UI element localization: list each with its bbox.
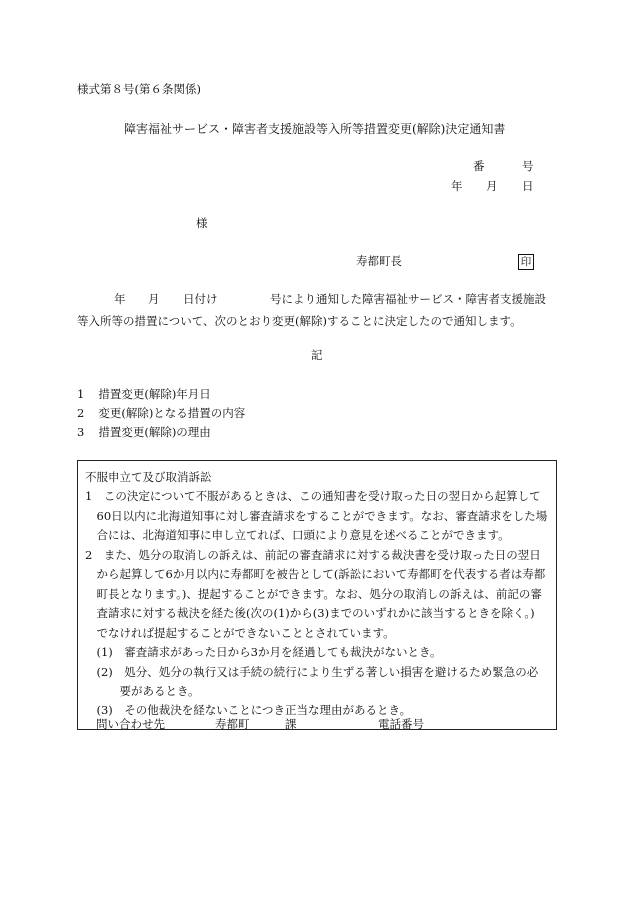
notice-line: (3) その他裁決を経ないことにつき正当な理由があるとき。 (85, 703, 412, 717)
notice-line: 1 この決定について不服があるときは、この通知書を受け取った日の翌日から起算して (85, 489, 541, 503)
item-number: 2 (77, 406, 85, 420)
header-month: 月 (486, 179, 498, 193)
header-ban: 番 (473, 159, 485, 173)
notice-line: 2 また、処分の取消しの訴えは、前記の審査請求に対する裁決書を受け取った日の翌日 (85, 548, 541, 562)
notice-line: (2) 処分、処分の執行又は手続の続行により生ずる著しい損害を避けるため緊急の必 (85, 665, 539, 679)
item-2 (77, 408, 245, 420)
notice-line: (1) 審査請求があった日から3か月を経過しても裁決がないとき。 (85, 645, 442, 659)
notice-line: 60日以内に北海道知事に対し審査請求をすることができます。なお、審査請求をした場 (85, 509, 548, 523)
header-day: 日 (522, 179, 534, 193)
body-dated: 日付け (183, 292, 218, 306)
notice-line: でなければ提起することができないこととされています。 (85, 626, 395, 640)
ki-marker: 記 (311, 348, 323, 362)
item-1 (77, 389, 211, 401)
header-go: 号 (522, 159, 534, 173)
body-line1-text: 号により通知した障害福祉サービス・障害者支援施設 (270, 292, 546, 306)
notice-line: から起算して6か月以内に寿都町を被告として(訴訟において寿都町を代表する者は寿都 (85, 567, 546, 581)
notice-heading: 不服申立て及び取消訴訟 (85, 470, 212, 484)
body-line2: 等入所等の措置について、次のとおり変更(解除)することに決定したので通知します。 (77, 314, 522, 328)
form-number: 様式第８号(第６条関係) (77, 82, 201, 96)
document-title: 障害福祉サービス・障害者支援施設等入所等措置変更(解除)決定通知書 (124, 122, 506, 136)
contact-label: 問い合わせ先 (96, 717, 165, 731)
item-3 (77, 427, 211, 439)
item-text: 措置変更(解除)の理由 (98, 425, 211, 439)
item-number: 1 (77, 387, 85, 401)
item-text: 変更(解除)となる措置の内容 (98, 406, 246, 420)
contact-phone: 電話番号 (378, 717, 424, 731)
item-text: 措置変更(解除)年月日 (98, 387, 211, 401)
contact-section: 課 (285, 717, 297, 731)
notice-line: 町長となります。)、提起することができます。なお、処分の取消しの訴えは、前記の審 (85, 587, 542, 601)
body-month: 月 (148, 292, 160, 306)
appeal-notice-box (77, 460, 557, 730)
header-year: 年 (451, 179, 463, 193)
notice-line: 査請求に対する裁決を経た後(次の(1)から(3)までのいずれかに該当するときを除く。) (85, 606, 535, 620)
notice-line: 要があるとき。 (85, 684, 200, 698)
seal-mark: 印 (518, 254, 534, 270)
notice-line: 合には、北海道知事に申し立てれば、口頭により意見を述べることができます。 (85, 528, 510, 542)
body-year: 年 (114, 292, 126, 306)
item-number: 3 (77, 425, 85, 439)
issuer-name: 寿都町長 (356, 254, 402, 268)
contact-town: 寿都町 (215, 717, 250, 731)
recipient-sama: 様 (196, 216, 208, 230)
